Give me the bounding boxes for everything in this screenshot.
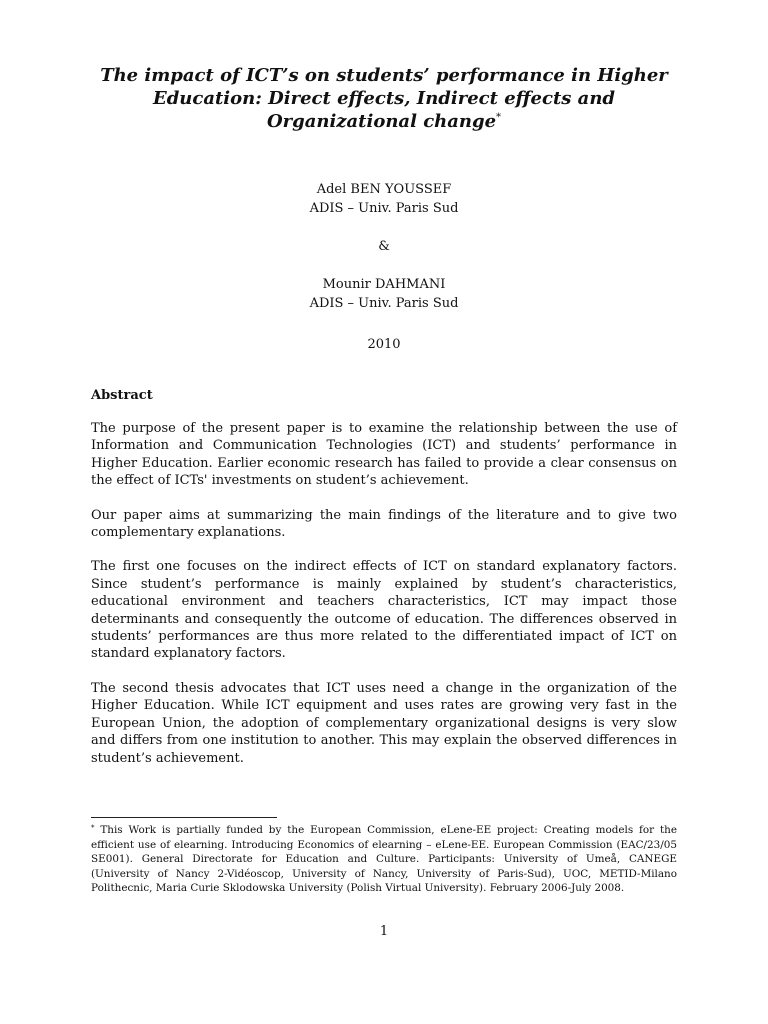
abstract-paragraph-4: The second thesis advocates that ICT uses need a change in the organization of the Higher Education. While ICT equipment and uses rates are growing very fast in the European Union, the adoption of complementary organizational designs is very slow and differs from one institution to another. This may explain the observed differences in student’s achievement. [91,680,677,766]
paper-title [90,64,678,133]
author-gap [90,218,678,237]
author-affiliation-1: ADIS – Univ. Paris Sud [309,201,459,216]
author-affiliation-2: ADIS – Univ. Paris Sud [309,296,459,311]
abstract-heading: Abstract [91,388,153,403]
abstract-paragraph-3: The first one focuses on the indirect effects of ICT on standard explanatory factors. Since student’s performance is mainly explained by student’s characteristics, educational environment and teachers characteristics, ICT may impact those determinants and consequently the outcome of education. The differences observed in students’ performances are thus more related to the differentiated impact of ICT on standard explanatory factors. [91,559,677,662]
abstract-paragraph-1: The purpose of the present paper is to examine the relationship between the use of Information and Communication Technologies (ICT) and students’ performance in Higher Education. Earlier economic research has failed to provide a clear consensus on the effect of ICTs' investments on student’s achievement. [91,421,677,489]
author-name-2: Mounir DAHMANI [322,277,446,292]
footnote-marker: * [91,824,95,832]
paper-title-text: The impact of ICT’s on students’ performance in Higher Education: Direct effects, Indirect effects and Organizational change [100,65,668,132]
author-gap [90,256,678,275]
footnote [91,823,677,896]
title-footnote-marker: * [496,112,502,123]
page-number: 1 [379,924,389,939]
footnote-text: This Work is partially funded by the European Commission, eLene-EE project: Creating models for the efficient use of elearning. Introducing Economics of elearning – eLene-EE. European Commission (EAC/23/05 SE001). General Directorate for Education and Culture. Participants: University of Umeå, CANEGE (University of Nancy 2-Vidéoscop, University of Nancy, University of Paris-Sud), UOC, METID-Milano Polithecnic, Maria Curie Sklodowska University (Polish Virtual University). February 2006-July 2008. [91,824,677,895]
author-block [90,180,678,313]
author-separator: & [378,239,390,254]
abstract-paragraph-2: Our paper aims at summarizing the main findings of the literature and to give two complementary explanations. [91,507,677,541]
publication-year: 2010 [367,337,401,352]
author-name-1: Adel BEN YOUSSEF [316,182,452,197]
footnote-divider [91,817,277,818]
abstract-body [91,420,677,784]
